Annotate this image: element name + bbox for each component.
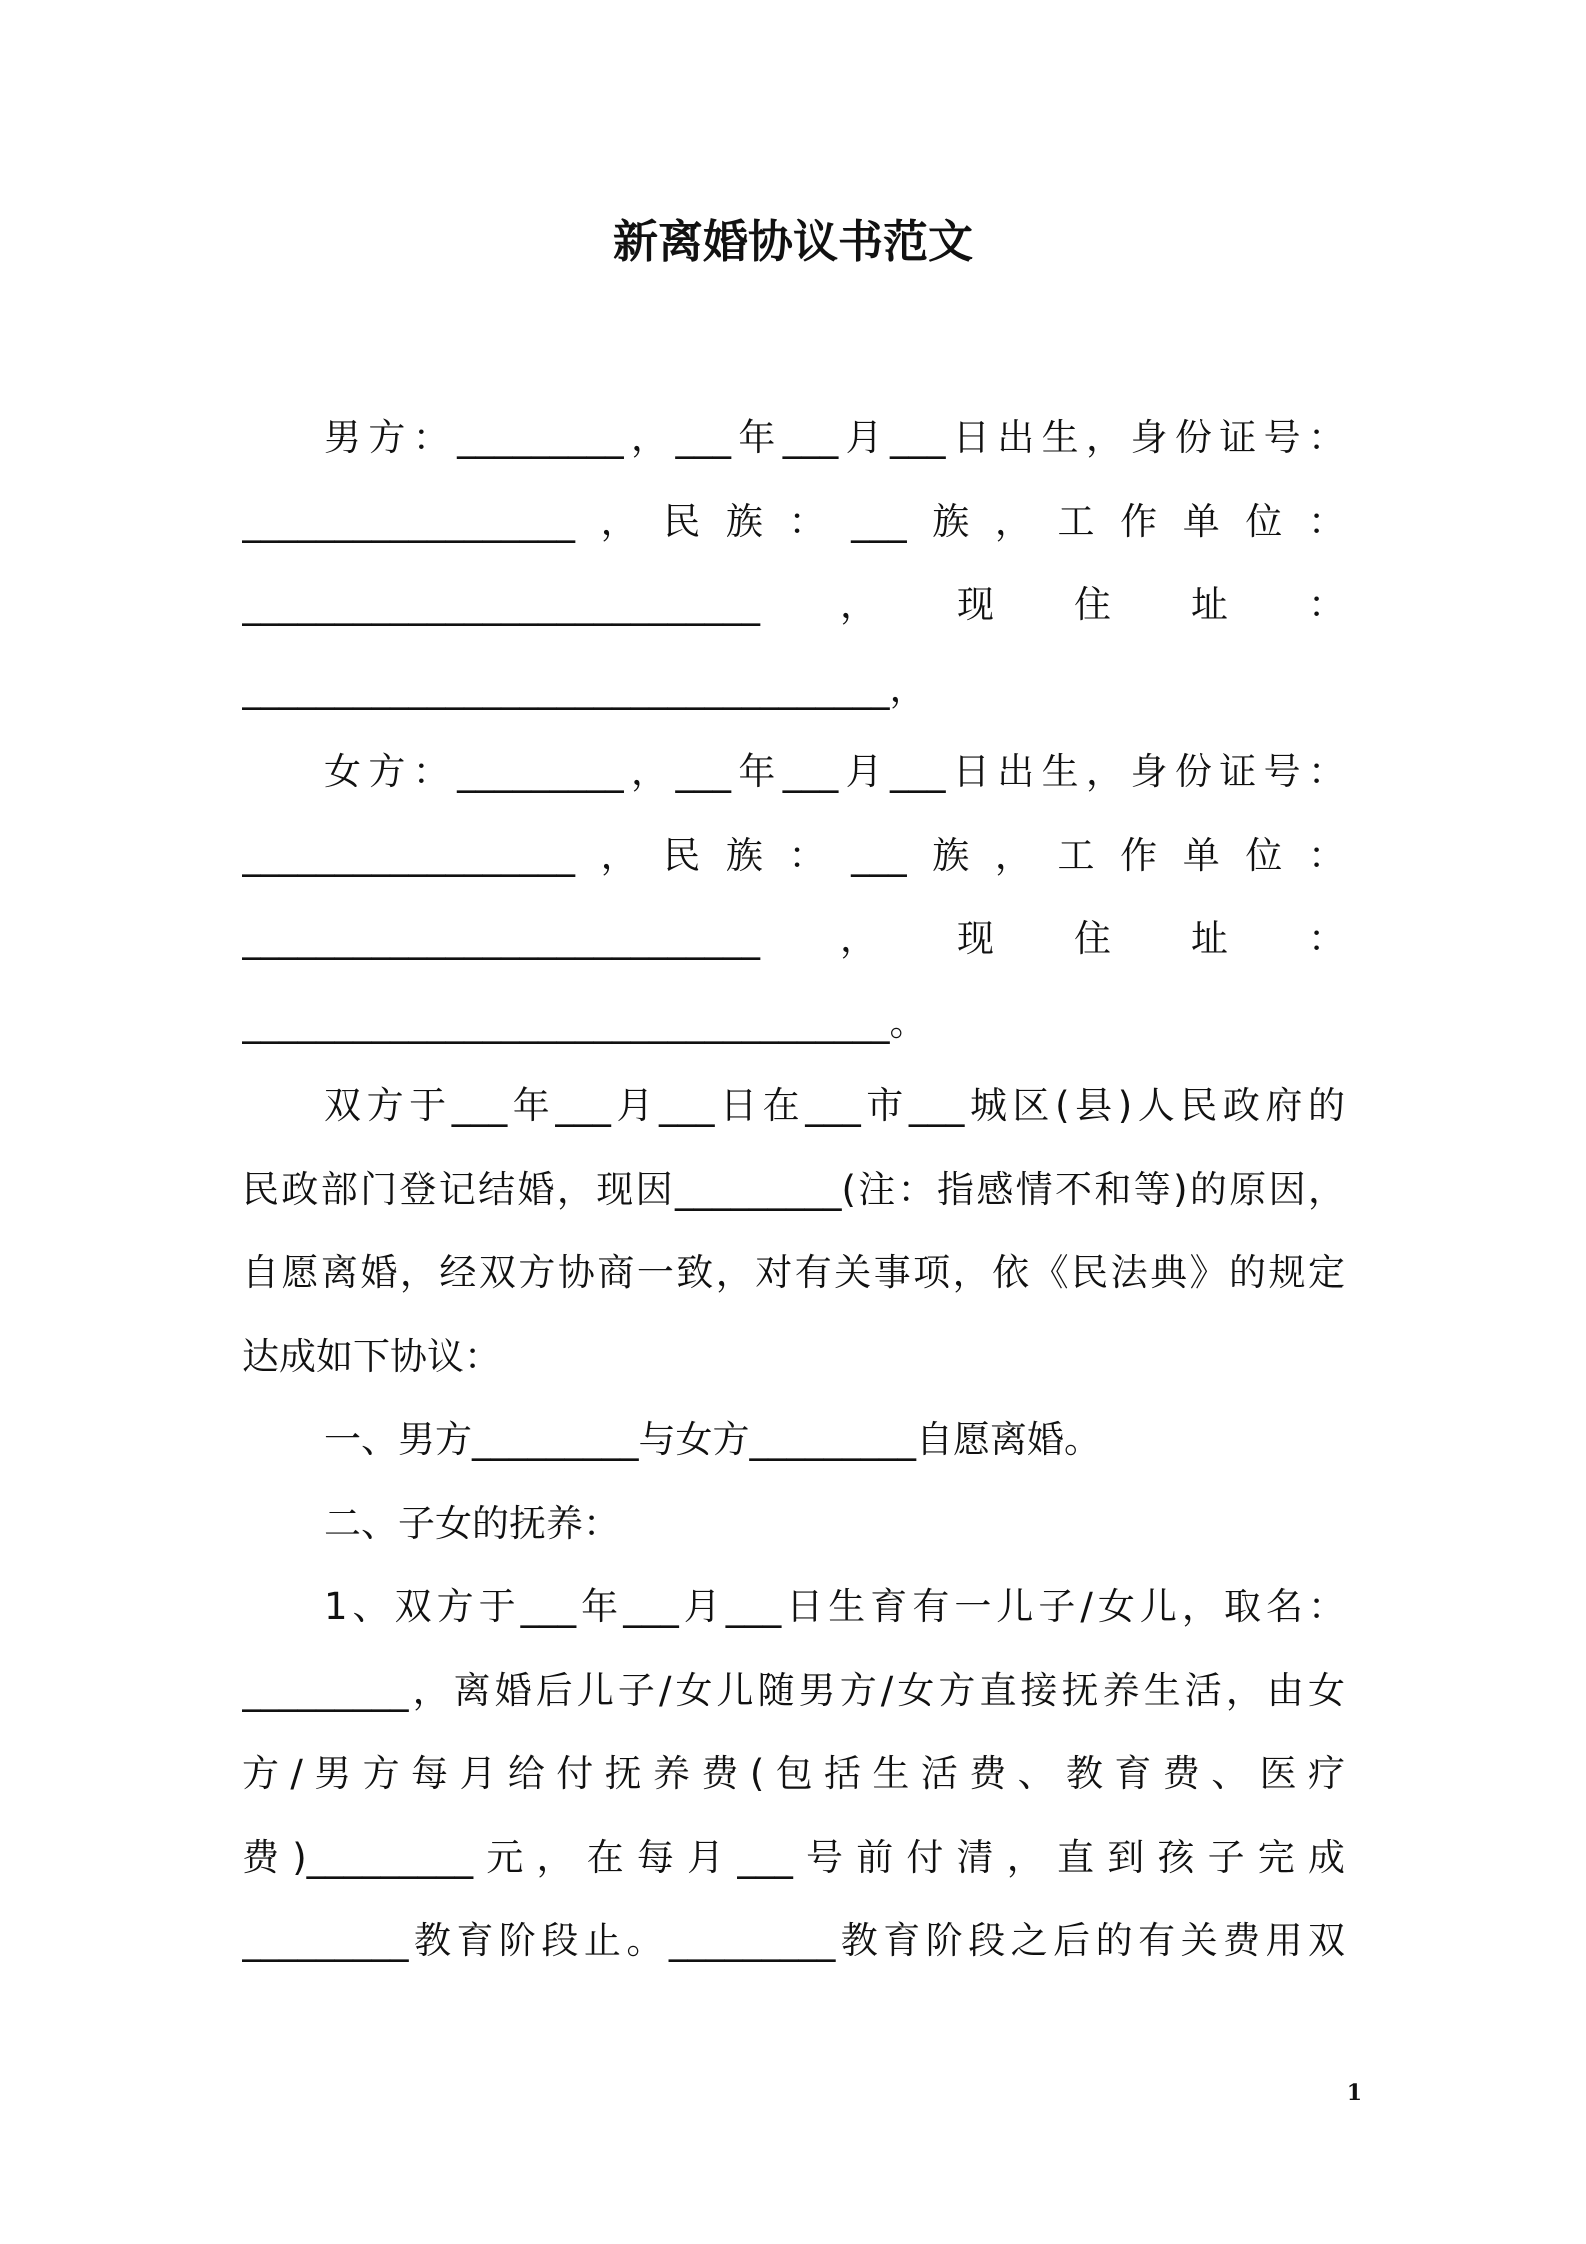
- child-support-line-4: 费)_________元，在每月___号前付清，直到孩子完成: [242, 1836, 1345, 1879]
- female-info-line-2: __________________，民族：___族，工作单位：: [242, 834, 1345, 877]
- male-info-line-2: __________________，民族：___族，工作单位：: [242, 500, 1345, 543]
- male-info-line-1: 男方：_________，___年___月___日出生，身份证号：: [324, 416, 1345, 459]
- marriage-paragraph-line-4: 达成如下协议：: [242, 1335, 501, 1378]
- female-info-line-3: ____________________________，现住址：: [242, 917, 1345, 960]
- marriage-paragraph-line-2: 民政部门登记结婚，现因_________(注：指感情不和等)的原因，: [242, 1168, 1345, 1211]
- page-number: 1: [1346, 2080, 1362, 2106]
- clause-two-heading: 二、子女的抚养：: [324, 1502, 620, 1545]
- clause-one: 一、男方_________与女方_________自愿离婚。: [324, 1418, 1101, 1461]
- marriage-paragraph-line-1: 双方于___年___月___日在___市___城区(县)人民政府的: [324, 1084, 1345, 1127]
- child-support-line-5: _________教育阶段止。_________教育阶段之后的有关费用双: [242, 1919, 1345, 1962]
- child-support-line-3: 方/男方每月给付抚养费(包括生活费、教育费、医疗: [242, 1752, 1345, 1795]
- marriage-paragraph-line-3: 自愿离婚，经双方协商一致，对有关事项，依《民法典》的规定: [242, 1251, 1345, 1294]
- female-info-line-1: 女方：_________，___年___月___日出生，身份证号：: [324, 750, 1345, 793]
- document-title: 新离婚协议书范文: [612, 215, 973, 268]
- child-support-line-1: 1、双方于___年___月___日生育有一儿子/女儿，取名：: [324, 1585, 1345, 1628]
- male-info-line-3: ____________________________，现住址：: [242, 583, 1345, 626]
- female-info-line-4: ___________________________________。: [242, 1001, 927, 1044]
- male-info-line-4: ___________________________________，: [242, 667, 927, 710]
- child-support-line-2: _________，离婚后儿子/女儿随男方/女方直接抚养生活，由女: [242, 1669, 1345, 1712]
